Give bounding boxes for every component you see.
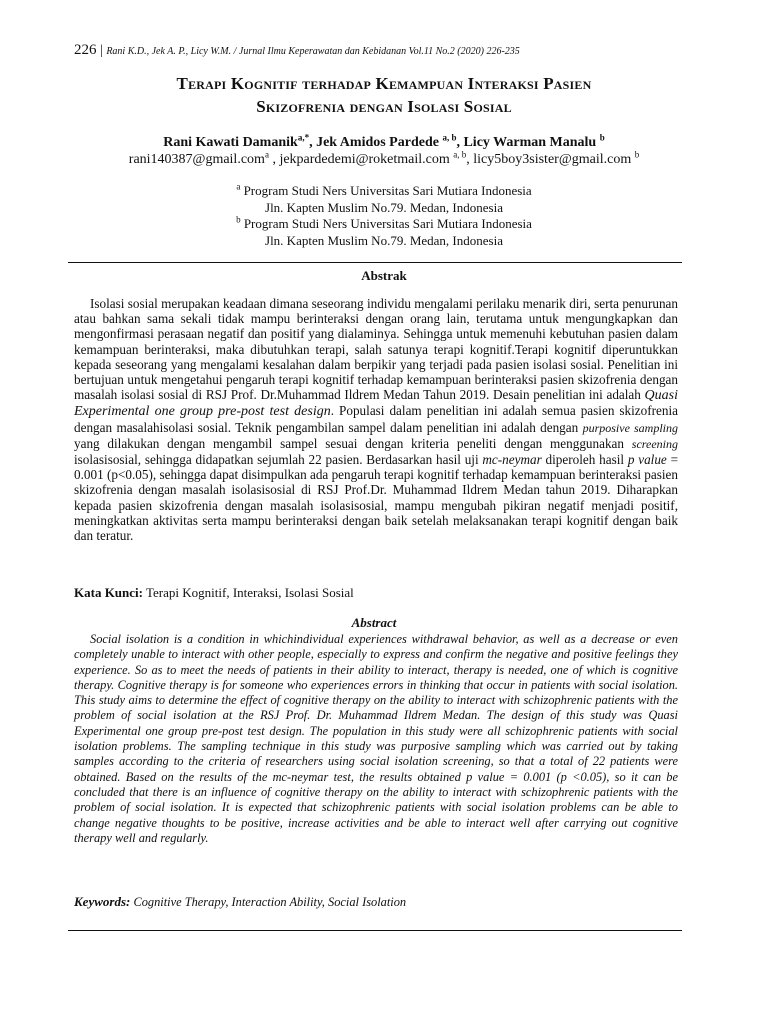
email-1: rani140387@gmail.com (128, 152, 265, 167)
abstrak-sampling: purposive sampling (582, 420, 678, 435)
author-3: , Licy Warman Manalu (456, 135, 597, 150)
author-3-affil: b (599, 132, 605, 143)
email-2: , jekpardedemi@roketmail.com (268, 152, 450, 167)
abstrak-text-1: Isolasi sosial merupakan keadaan dimana seseorang individu mengalami perilaku menarik diri, serta penurunan atau bahkan sama sekali tidak mampu berinteraksi dengan orang lain, terutama untuk mengungkapkan dan mengonfirmasi perasaan negatif dan positif yang dialaminya. Sehingga untuk memenuhi kebutuhan pasien dalam kemampuan berinteraksi, maka dibutuhkan terapi, salah satunya terapi kognitif.Terapi kognitif diperuntukkan kepada seseorang yang mengalami kesalahan dalam berpikir yang terjadi pada pasien isolasi sosial. Penelitian ini bertujuan untuk mengetahui pengaruh terapi kognitif terhadap kemampuan berinteraksi pasien skizofrenia dengan masalah isolasi sosial di RSJ Prof. Dr.Muhammad Ildrem Medan Tahun 2019. Desain penelitian ini adalah (74, 296, 678, 403)
abstrak-p-value: p value (627, 452, 667, 468)
author-block (70, 134, 698, 168)
author-emails (70, 151, 698, 168)
author-2-affil: a, b (442, 132, 457, 143)
article-title (70, 72, 698, 118)
header-separator: | (100, 43, 103, 58)
title-line-1: Terapi Kognitif terhadap Kemampuan Interaksi Pasien (176, 74, 592, 93)
keywords-value: Cognitive Therapy, Interaction Ability, Social Isolation (130, 895, 407, 909)
affiliation-b-mark: b (236, 214, 241, 225)
author-names (70, 134, 698, 151)
journal-citation: Rani K.D., Jek A. P., Licy W.M. / Jurnal Ilmu Keperawatan dan Kebidanan Vol.11 No.2 (2020) 226-235 (106, 46, 520, 57)
page-number: 226 (74, 42, 97, 58)
abstract-paragraph: Social isolation is a condition in whichindividual experiences withdrawal behavior, as well as a decrease or even completely unable to interact with other people, especially to express and confirm the negative and positive feelings they experience. So as to meet the needs of patients in their ability to interact, therapy is needed, one of which is cognitive therapy. Cognitive therapy is for someone who experiences errors in thinking that occur in patients with social isolation. This study aims to determine the effect of cognitive therapy on the ability to interact with schizophrenic patients with the problem of social isolation at the RSJ Prof. Dr. Muhammad Ildrem Medan. The design of this study was Quasi Experimental one group pre-post test design. The population in this study were all schizophrenic patients with social isolation problems. The sampling technique in this study was purposive sampling which was carried out by taking samples according to the criteria of researchers using social isolation screening, so that a total of 22 patients were obtained. Based on the results of the mc-neymar test, the results obtained p value = 0.001 (p <0.05), so it can be concluded that there is an influence of cognitive therapy on the ability to interact with schizophrenic patients with the problem of social isolation. It is expected that schizophrenic patients with social isolation problems can be able to change negative thoughts to be positive, increase activities and be able to interact well after carrying out cognitive therapy well and regularly. (74, 632, 678, 845)
author-2: , Jek Amidos Pardede (309, 135, 439, 150)
abstrak-paragraph (74, 296, 678, 543)
running-header (74, 42, 714, 59)
author-1-affil: a,* (297, 132, 310, 143)
abstrak-text-5: diperoleh hasil (541, 452, 628, 468)
abstrak-body (74, 296, 678, 543)
bottom-divider (68, 930, 682, 931)
affiliation-b-address: Jln. Kapten Muslim No.79. Medan, Indonesia (265, 232, 503, 248)
abstrak-text-2: . Populasi dalam penelitian ini adalah semua pasien skizofrenia dengan masalahisolasi sosial. Teknik pengambilan sampel dalam penelitian ini adalah dengan (74, 403, 678, 435)
abstrak-design: Quasi Experimental one group pre-post test design (74, 388, 678, 420)
email-1-affil: a (264, 149, 269, 160)
abstrak-test-name: mc-neymar (482, 452, 542, 468)
email-3: , licy5boy3sister@gmail.com (466, 152, 632, 167)
email-3-affil: b (634, 149, 640, 160)
abstrak-text-4: isolasisosial, sehingga didapatkan sejumlah 22 pasien. Berdasarkan hasil uji (74, 452, 483, 468)
email-2-affil: a, b (453, 149, 467, 160)
abstract-body (74, 632, 678, 846)
kata-kunci-label: Kata Kunci: (74, 585, 143, 600)
affiliation-a-address: Jln. Kapten Muslim No.79. Medan, Indonesia (265, 199, 503, 215)
abstrak-text-6: = 0.001 (p<0.05), sehingga dapat disimpulkan ada pengaruh terapi kognitif terhadap kemampuan berinteraksi pasien skizofrenia dengan masalah isolasisosial di RSJ Prof.Dr. Muhammad Ildrem Medan tahun 2019. Diharapkan kepada pasien skizofrenia dengan masalah isolasisosial, mampu mengubah pikiran negatif menjadi positif, meningkatkan aktivitas serta mampu berinteraksi dengan baik setelah melaksanakan terapi kognitif dengan baik dan teratur. (74, 452, 679, 544)
abstrak-heading: Abstrak (361, 268, 407, 283)
kata-kunci (74, 585, 678, 601)
abstrak-text-3: yang dilakukan dengan mengambil sampel sesuai dengan kriteria peneliti dengan menggunakan (74, 435, 632, 451)
top-divider (68, 262, 682, 263)
kata-kunci-value: Terapi Kognitif, Interaksi, Isolasi Sosial (142, 585, 354, 600)
abstrak-screening: screening (631, 436, 678, 451)
keywords-label: Keywords: (74, 894, 131, 909)
affiliation-b-name: Program Studi Ners Universitas Sari Mutiara Indonesia (240, 216, 532, 231)
affiliation-a-name: Program Studi Ners Universitas Sari Mutiara Indonesia (240, 183, 532, 198)
affiliation-a-mark: a (236, 181, 241, 192)
affiliations (70, 183, 698, 249)
author-1: Rani Kawati Damanik (163, 135, 298, 150)
title-line-2: Skizofrenia dengan Isolasi Sosial (256, 97, 512, 116)
affiliation-a (70, 183, 698, 200)
abstract-heading: Abstract (351, 615, 397, 630)
keywords (74, 894, 678, 910)
affiliation-b (70, 216, 698, 233)
